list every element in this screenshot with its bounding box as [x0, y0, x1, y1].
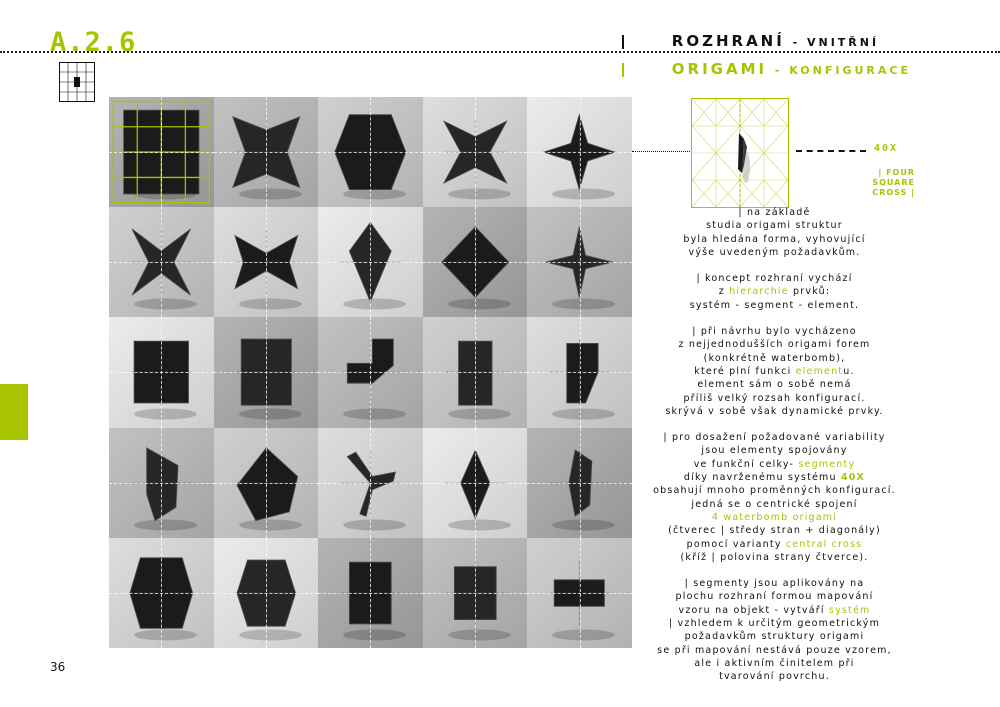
chapter-side-tab — [0, 384, 28, 440]
title-bar-marker — [622, 63, 624, 77]
origami-photo-grid — [109, 97, 632, 648]
origami-photo — [527, 207, 632, 317]
guide-line-horizontal — [318, 372, 423, 373]
origami-photo — [109, 317, 214, 427]
guide-line-horizontal — [214, 593, 319, 594]
paragraph-system: | segmenty jsou aplikovány na plochu rozhraní formou mapování vzoru na objekt - vytváří systém | vzhledem k určitým geometrickým požadavkům struktury origami se při mapování nestává pouze vzorem, ale i aktivním činitelem při tvarování povrchu. — [657, 578, 892, 683]
origami-photo — [214, 317, 319, 427]
guide-line-horizontal — [109, 483, 214, 484]
origami-photo — [109, 428, 214, 538]
guide-line-horizontal — [318, 483, 423, 484]
guide-line-horizontal — [318, 262, 423, 263]
guide-line-horizontal — [527, 262, 632, 263]
header-dotted-rule — [0, 51, 1000, 53]
paragraph-element: | při návrhu bylo vycházeno z nejjednodušších origami forem (konkrétně waterbomb), které plní funkci elementu. element sám o sobě nemá příliš velký rozsah konfigurací. skrývá v sobě však dynamické prvky. — [665, 326, 884, 417]
origami-photo — [214, 428, 319, 538]
guide-line-horizontal — [214, 262, 319, 263]
description-text — [632, 206, 917, 697]
section-code: A.2.6 — [50, 27, 137, 58]
origami-photo — [318, 207, 423, 317]
guide-line-horizontal — [423, 152, 528, 153]
title-bar-marker — [622, 35, 624, 49]
title-interface-inner: ROZHRANÍ - VNITŘNÍ — [622, 32, 879, 50]
guide-line-horizontal — [109, 372, 214, 373]
guide-line-horizontal — [214, 152, 319, 153]
guide-line-horizontal — [527, 593, 632, 594]
origami-photo — [423, 97, 528, 207]
guide-line-horizontal — [109, 593, 214, 594]
guide-line-horizontal — [109, 262, 214, 263]
system-dash-line — [796, 150, 866, 152]
title-origami-configuration: ORIGAMI - KONFIGURACE — [622, 60, 911, 78]
origami-photo — [214, 538, 319, 648]
four-square-cross-label: | FOUR SQUARE CROSS | — [872, 168, 915, 197]
origami-photo — [318, 317, 423, 427]
page-thumbnail-grid-icon — [59, 62, 95, 102]
origami-photo — [423, 428, 528, 538]
origami-photo — [527, 428, 632, 538]
guide-line-horizontal — [318, 152, 423, 153]
origami-photo — [318, 538, 423, 648]
guide-line-horizontal — [214, 483, 319, 484]
origami-photo — [423, 207, 528, 317]
paragraph-concept: | koncept rozhraní vychází z hierarchie prvků: systém - segment - element. — [689, 273, 860, 311]
origami-photo — [109, 207, 214, 317]
origami-photo — [527, 538, 632, 648]
guide-line-horizontal — [423, 372, 528, 373]
fold-pattern-diagram — [691, 98, 789, 208]
guide-line-horizontal — [423, 593, 528, 594]
paragraph-segment: | pro dosažení požadované variability jsou elementy spojovány ve funkční celky- segmenty díky navrženému systému 40X obsahují mnoho proměnných konfigurací. jedná se o centrické spojení 4 waterbomb origami (čtverec | středy stran + diagonály) pomocí varianty central cross (kříž | polovina strany čtverce). — [653, 432, 896, 563]
origami-photo — [318, 428, 423, 538]
origami-photo — [109, 538, 214, 648]
guide-line-horizontal — [214, 372, 319, 373]
origami-photo — [423, 317, 528, 427]
page-number: 36 — [50, 660, 66, 674]
guide-line-horizontal — [527, 483, 632, 484]
origami-photo — [423, 538, 528, 648]
guide-line-horizontal — [318, 593, 423, 594]
origami-photo — [318, 97, 423, 207]
guide-line-horizontal — [423, 483, 528, 484]
guide-line-horizontal — [423, 262, 528, 263]
system-code-label: 40X — [874, 143, 899, 154]
origami-photo — [214, 97, 319, 207]
guide-line-horizontal — [527, 372, 632, 373]
origami-photo — [527, 97, 632, 207]
paragraph-basis: | na základě studia origami struktur byla hledána forma, vyhovující výše uvedeným požadavkům. — [683, 207, 866, 258]
origami-photo — [527, 317, 632, 427]
origami-photo — [214, 207, 319, 317]
guide-line-horizontal — [527, 152, 632, 153]
guide-line-horizontal — [109, 152, 214, 153]
origami-photo — [109, 97, 214, 207]
